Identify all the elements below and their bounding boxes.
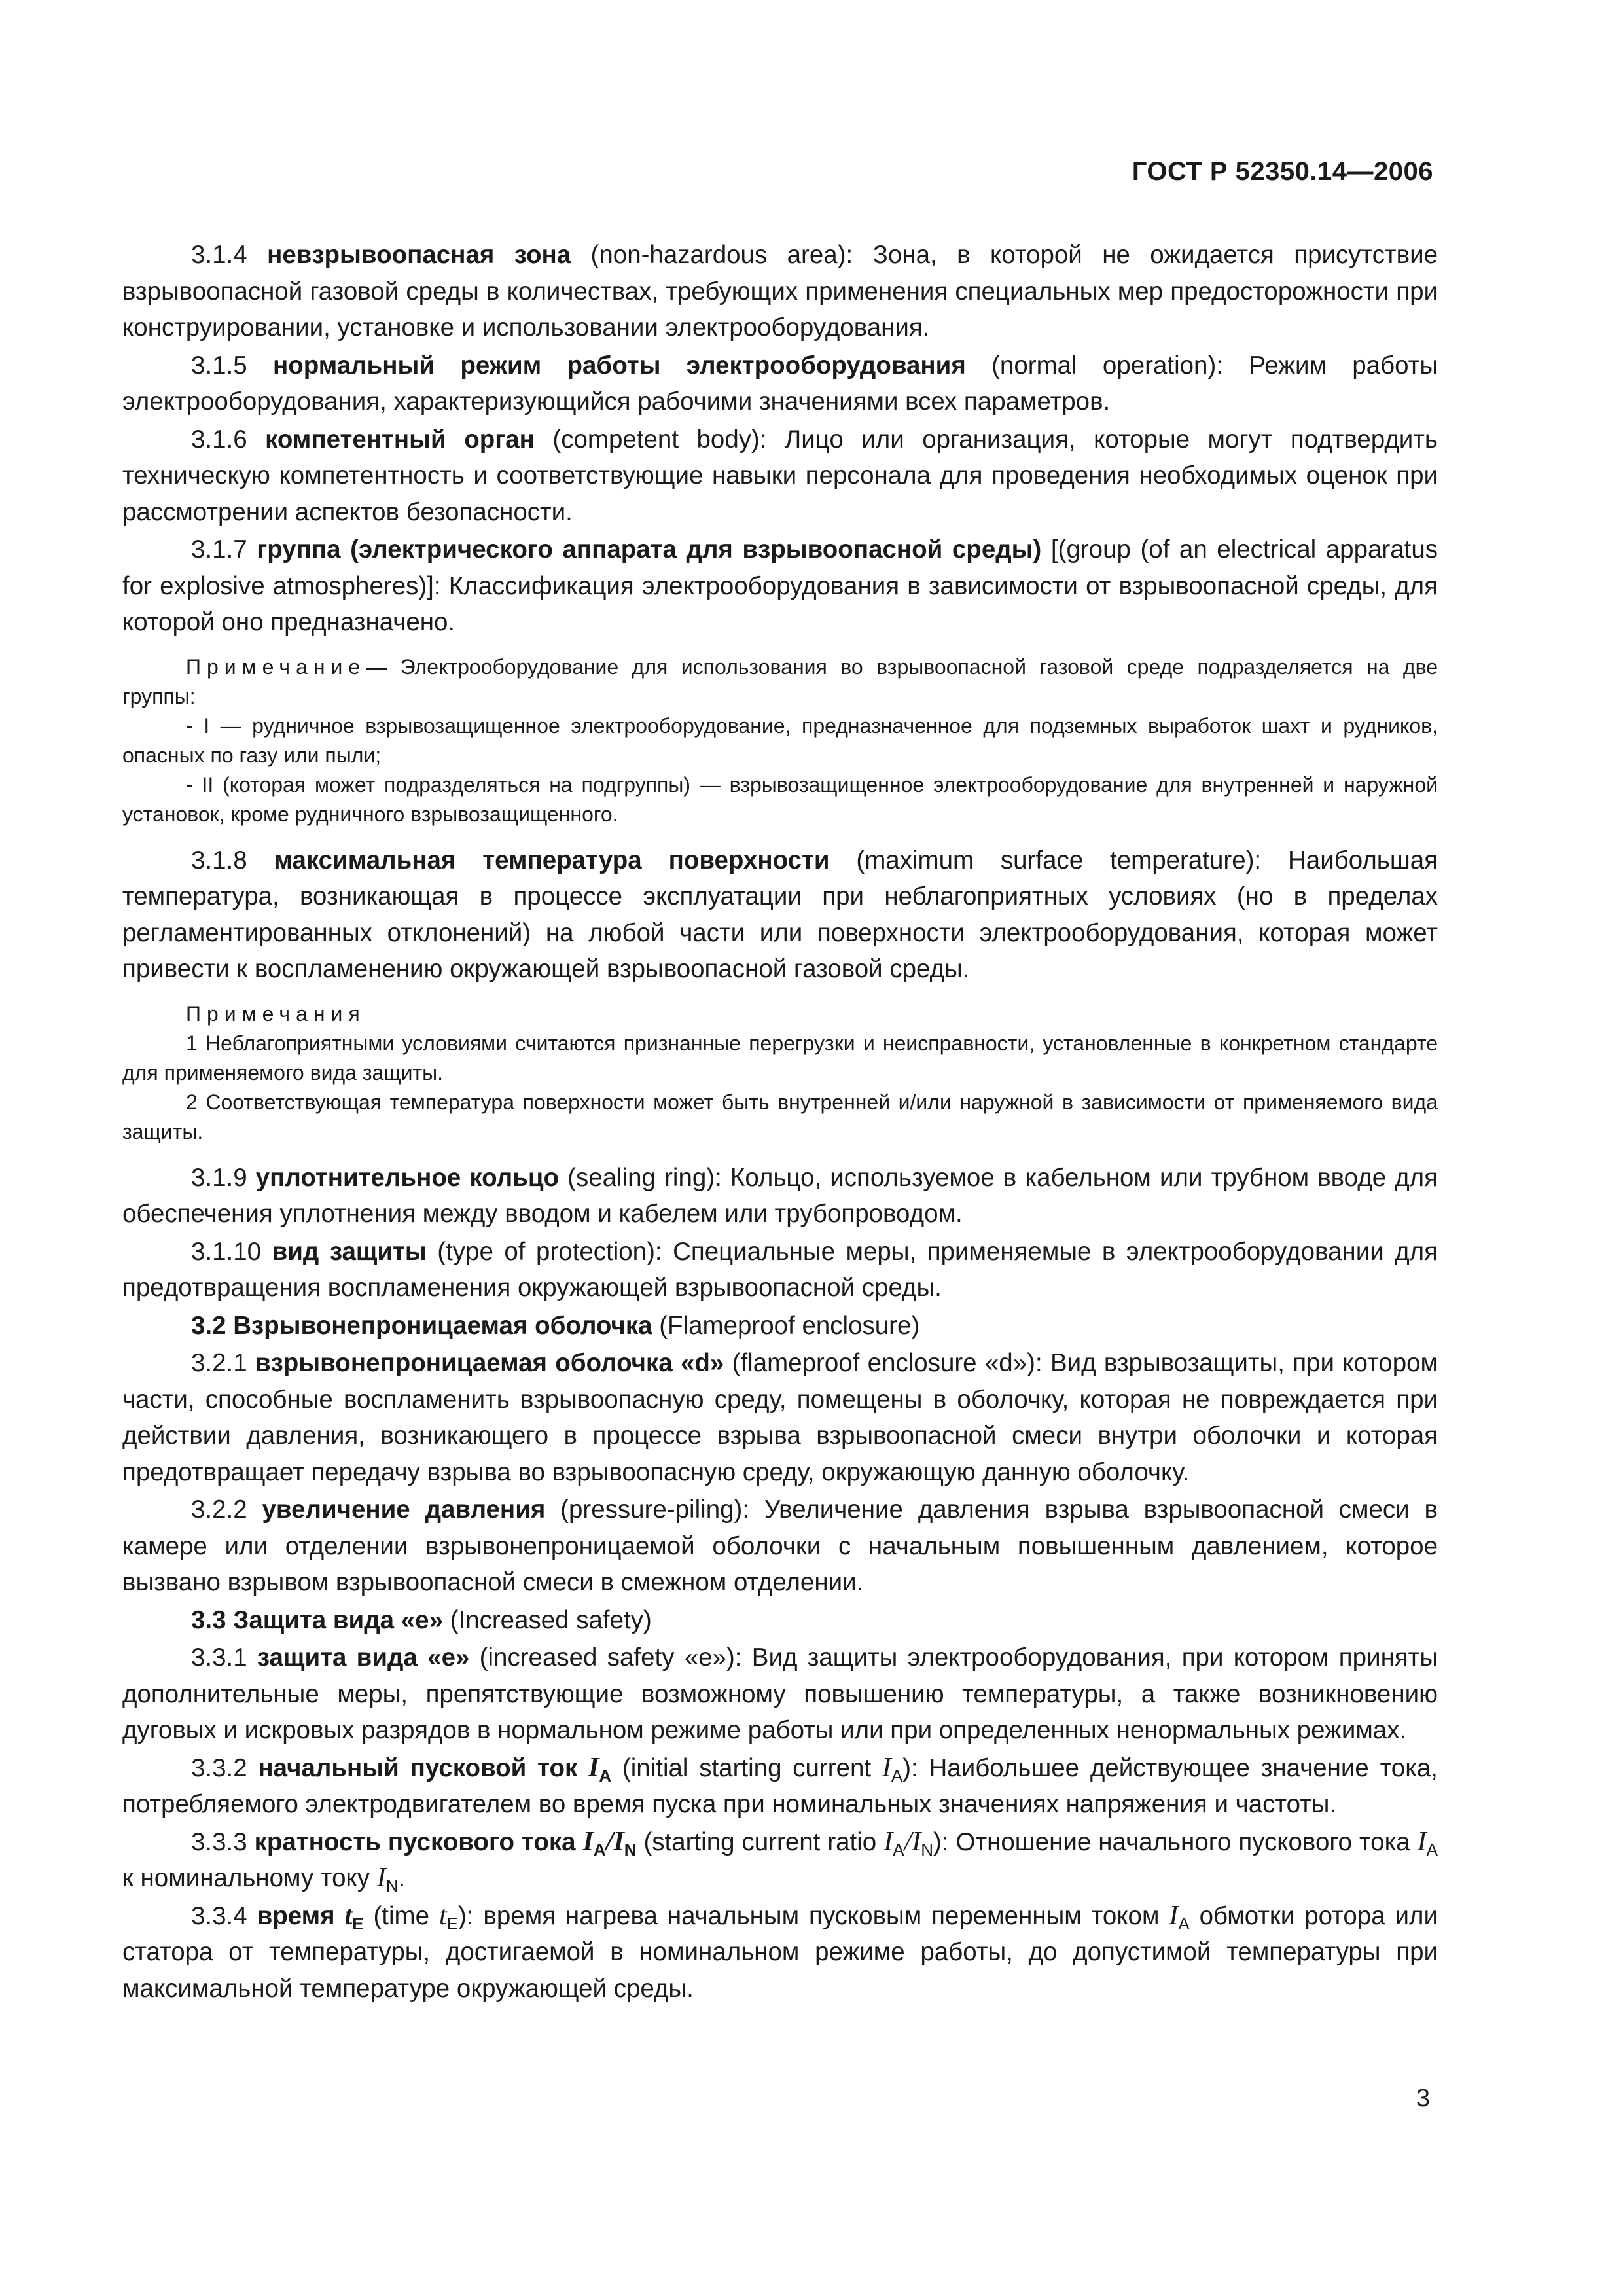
- term-number: 3.3.3: [191, 1827, 255, 1856]
- term-3-1-10: [122, 1234, 1438, 1306]
- term-definition: (non-hazardous area): Зона, в которой не ожидается присутствие взрывоопасной газовой среды в количествах, требующих применения специальных мер предосторожности при конструировании, установке и использовании электрооборудования.: [122, 241, 1438, 342]
- term-title: группа (электрического аппарата для взрывоопасной среды): [257, 535, 1042, 564]
- term-title: невзрывоопасная зона: [267, 241, 571, 269]
- term-title: время: [257, 1901, 345, 1930]
- page-number: 3: [1416, 2085, 1430, 2112]
- term-title: максимальная температура поверхности: [274, 846, 830, 874]
- symbol-subscript: N: [385, 1876, 399, 1895]
- term-3-1-4: [122, 237, 1438, 346]
- term-number: 3.3.1: [191, 1643, 257, 1672]
- term-title: компетентный орган: [265, 425, 535, 454]
- term-title: уплотнительное кольцо: [255, 1163, 560, 1192]
- term-3-1-6: [122, 422, 1438, 531]
- note-label: Примечание: [186, 655, 366, 679]
- symbol-subscript: N: [921, 1839, 934, 1859]
- term-definition: (maximum surface temperature): Наибольшая температура, возникающая в процессе эксплуатации при неблагоприятных условиях (но в пределах регламентированных отклонений) на любой части или поверхности электрооборудования, которая может привести к воспламенению окружающей взрывоопасной газовой среды.: [122, 846, 1438, 983]
- term-translation: (starting current ratio: [636, 1827, 884, 1856]
- term-3-3-4: [122, 1898, 1438, 2007]
- symbol-subscript: A: [1178, 1913, 1190, 1933]
- term-title: начальный пусковой ток: [258, 1753, 588, 1782]
- symbol: t: [438, 1900, 447, 1931]
- term-3-3-1: [122, 1640, 1438, 1749]
- term-definition: (increased safety «е»): Вид защиты электрооборудования, при котором приняты дополнительные меры, препятствующие возможному повышению температуры, а также возникновению дуговых и искровых разрядов в нормальном режиме работы или при определенных ненормальных режимах.: [122, 1643, 1438, 1744]
- term-translation: (time: [363, 1901, 439, 1930]
- symbol-subscript: A: [891, 1765, 903, 1785]
- term-number: 3.3.2: [191, 1753, 259, 1782]
- term-definition: (normal operation): Режим работы электрооборудования, характеризующийся рабочими значениями всех параметров.: [122, 351, 1438, 416]
- symbol-slash: /: [605, 1826, 614, 1857]
- note-3-1-7: [122, 653, 1438, 829]
- symbol-subscript: A: [593, 1839, 606, 1859]
- term-definition: (type of protection): Специальные меры, применяемые в электрооборудовании для предотвращения воспламенения окружающей взрывоопасной среды.: [122, 1237, 1438, 1302]
- note-text: — Электрооборудование для использования во взрывоопасной газовой среде подразделяется на две группы:: [122, 655, 1438, 708]
- term-definition: .: [398, 1864, 406, 1892]
- term-title: увеличение давления: [262, 1496, 546, 1524]
- symbol: t: [344, 1900, 353, 1931]
- term-title: защита вида «е»: [257, 1643, 470, 1672]
- notes-3-1-8: [122, 999, 1438, 1147]
- term-3-3-3: [122, 1824, 1438, 1897]
- note-item: - I — рудничное взрывозащищенное электрооборудование, предназначенное для подземных выработок шахт и рудников, опасных по газу или пыли;: [122, 713, 1438, 767]
- notes-label: Примечания: [186, 1001, 366, 1026]
- symbol-subscript: N: [624, 1839, 637, 1859]
- section-subtitle: (Increased safety): [442, 1605, 652, 1634]
- term-number: 3.1.4: [191, 241, 268, 269]
- term-3-3-2: [122, 1750, 1438, 1823]
- symbol: I: [1417, 1826, 1427, 1857]
- document-body: [122, 237, 1438, 2008]
- term-3-2-1: [122, 1345, 1438, 1490]
- term-definition: (competent body): Лицо или организация, которые могут подтвердить техническую компетентность и соответствующие навыки персонала для проведения необходимых оценок при рассмотрении аспектов безопасности.: [122, 425, 1438, 526]
- symbol-subscript: E: [352, 1913, 364, 1933]
- term-definition: (flameproof enclosure «d»): Вид взрывозащиты, при котором части, способные воспламенить взрывоопасную среду, помещены в оболочку, которая не повреждается при действии давления, возникающего в процессе взрыва взрывоопасной смеси внутри оболочки и которая предотвращает передачу взрыва во взрывоопасную среду, окружающую данную оболочку.: [122, 1349, 1438, 1486]
- note-item: 2 Соответствующая температура поверхности может быть внутренней и/или наружной в зависимости от применяемого вида защиты.: [122, 1090, 1438, 1143]
- section-title: 3.3 Защита вида «е»: [191, 1605, 443, 1634]
- symbol-subscript: A: [1426, 1839, 1438, 1859]
- term-definition: обмотки ротора или статора от температуры, достигаемой в номинальном режиме работы, до допустимой температуры при максимальной температуре окружающей среды.: [122, 1901, 1438, 2003]
- term-3-1-7: [122, 531, 1438, 641]
- term-number: 3.2.2: [191, 1496, 262, 1524]
- symbol-subscript: A: [893, 1839, 904, 1859]
- note-item: 1 Неблагоприятными условиями считаются признанные перегрузки и неисправности, установленные в конкретном стандарте для применяемого вида защиты.: [122, 1031, 1438, 1085]
- symbol: I: [582, 1826, 594, 1857]
- term-title: вид защиты: [272, 1237, 427, 1266]
- symbol: I: [883, 1826, 893, 1857]
- term-definition: ): Отношение начального пускового тока: [933, 1827, 1418, 1856]
- term-title: кратность пускового тока: [254, 1827, 583, 1856]
- term-definition: [(group (of an electrical apparatus for explosive atmospheres)]: Классификация электрооборудования в зависимости от взрывоопасной среды, для которой оно предназначено.: [122, 535, 1438, 636]
- term-definition: ): Наибольшее действующее значение тока, потребляемого электродвигателем во время пуска при номинальных значениях напряжения и частоты.: [122, 1753, 1438, 1818]
- symbol-subscript: E: [446, 1913, 458, 1933]
- term-title: нормальный режим работы электрооборудования: [272, 351, 966, 380]
- term-3-1-5: [122, 348, 1438, 420]
- term-number: 3.1.5: [191, 351, 273, 380]
- symbol-subscript: A: [599, 1765, 612, 1785]
- term-definition: к номинальному току: [122, 1864, 377, 1892]
- section-title: 3.2 Взрывонепроницаемая оболочка: [191, 1311, 652, 1340]
- note-item: - II (которая может подразделяться на подгруппы) — взрывозащищенное электрооборудование для внутренней и наружной установок, кроме рудничного взрывозащищенного.: [122, 772, 1438, 826]
- term-number: 3.2.1: [191, 1349, 255, 1377]
- term-definition: ): время нагрева начальным пусковым переменным током: [457, 1901, 1169, 1930]
- term-number: 3.1.9: [191, 1163, 256, 1192]
- symbol: I: [912, 1826, 921, 1857]
- term-number: 3.3.4: [191, 1901, 257, 1930]
- term-number: 3.1.6: [191, 425, 266, 454]
- term-definition: (pressure-piling): Увеличение давления взрыва взрывоопасной смеси в камере или отделении взрывонепроницаемой оболочки с начальным повышенным давлением, которое вызвано взрывом взрывоопасной смеси в смежном отделении.: [122, 1496, 1438, 1596]
- symbol: I: [882, 1752, 891, 1783]
- symbol: I: [376, 1863, 386, 1893]
- symbol: I: [613, 1826, 624, 1857]
- term-3-1-8: [122, 842, 1438, 988]
- section-3-3-heading: [122, 1602, 1438, 1639]
- symbol: I: [588, 1752, 599, 1783]
- term-number: 3.1.8: [191, 846, 274, 874]
- term-3-2-2: [122, 1492, 1438, 1601]
- section-subtitle: (Flameproof enclosure): [652, 1311, 920, 1340]
- symbol-slash: /: [904, 1826, 912, 1857]
- term-number: 3.1.10: [191, 1237, 272, 1266]
- symbol: I: [1169, 1900, 1179, 1931]
- term-title: взрывонепроницаемая оболочка «d»: [255, 1349, 724, 1377]
- term-number: 3.1.7: [191, 535, 257, 564]
- term-translation: (initial starting current: [611, 1753, 882, 1782]
- term-3-1-9: [122, 1160, 1438, 1232]
- section-3-2-heading: [122, 1308, 1438, 1344]
- document-header: ГОСТ Р 52350.14—2006: [1132, 157, 1433, 186]
- term-definition: (sealing ring): Кольцо, используемое в кабельном или трубном вводе для обеспечения уплотнения между вводом и кабелем или трубопроводом.: [122, 1163, 1438, 1228]
